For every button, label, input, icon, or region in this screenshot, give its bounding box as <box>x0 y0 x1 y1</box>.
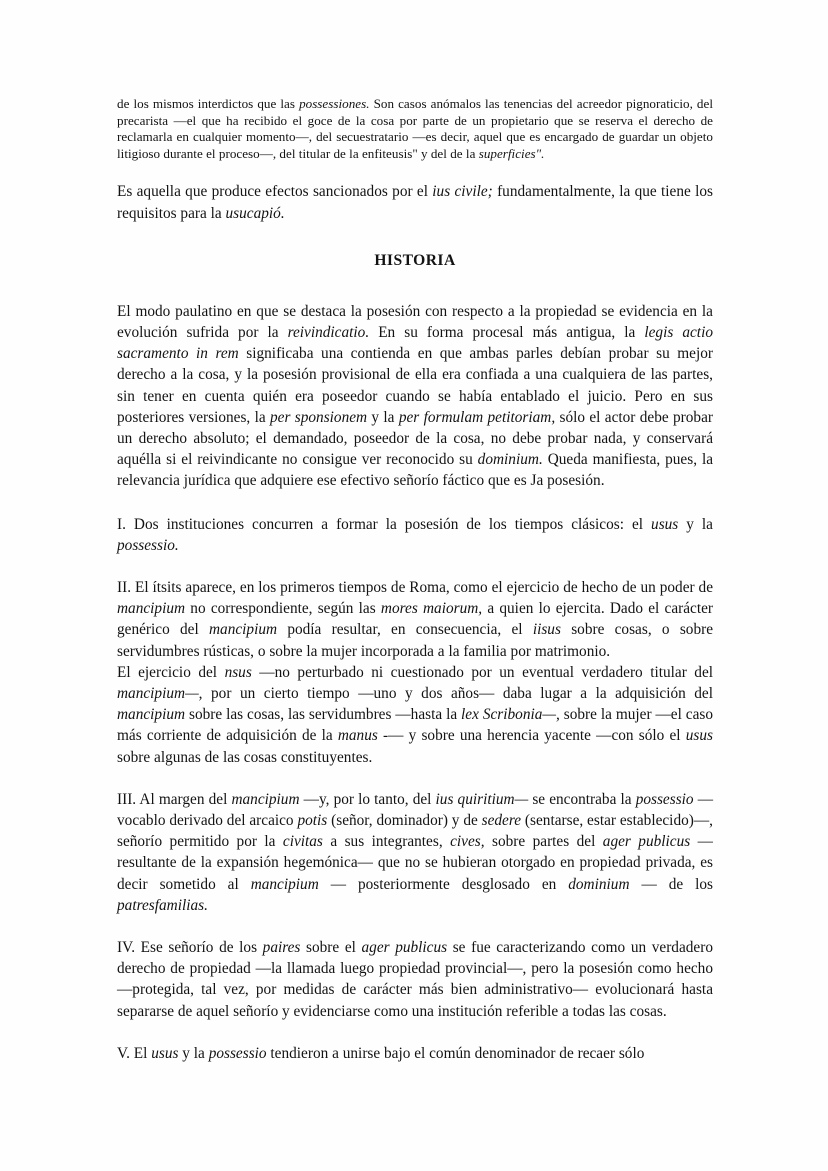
text-run: El ejercicio del <box>117 663 225 681</box>
text-run: —vocablo derivado del arcaico <box>117 790 713 830</box>
paragraph-ejercicio-nsus <box>117 662 713 768</box>
text-run: (sentarse, estar establecido)—, señorío permitido por la <box>117 812 713 851</box>
text-run: tendieron a unirse bajo el común denominador de recaer sólo <box>266 1044 645 1062</box>
paragraph-modo-paulatino <box>117 301 713 492</box>
latin-term: ius civile; <box>432 183 493 201</box>
latin-term: ius quiritium— <box>435 790 529 808</box>
latin-term: reivindicatio. <box>287 323 370 341</box>
text-run: no correspondiente, según las <box>185 600 381 618</box>
latin-term: mancipium <box>231 790 300 808</box>
latin-term: cives, <box>450 833 485 851</box>
text-run: sobre las cosas, las servidumbres —hasta la <box>185 706 462 724</box>
text-run: I. Dos instituciones concurren a formar la posesión de los tiempos clásicos: el <box>117 515 652 533</box>
text-run: a quien lo ejercita. Dado el carácter genérico del <box>117 600 713 639</box>
text-run: —y, por lo tanto, del <box>299 790 436 808</box>
latin-term: paires <box>262 939 301 957</box>
text-run: IV. Ese señorío de los <box>117 939 263 957</box>
paragraph-seccion-v <box>117 1043 713 1064</box>
text-run: a sus integrantes, <box>322 833 451 851</box>
text-run: sobre el <box>300 939 362 957</box>
text-run: El modo paulatino en que se destaca la posesión con respecto a la propiedad se evidencia en la evolución sufrida por la <box>117 302 713 341</box>
latin-term: usus <box>651 515 679 533</box>
latin-term: manus <box>337 727 378 745</box>
latin-term: mancipium <box>117 706 186 724</box>
latin-term: superficies". <box>478 145 545 161</box>
latin-term: possessio. <box>117 536 179 554</box>
latin-term: lex Scribonia—, <box>461 706 560 724</box>
document-text-column <box>117 96 713 1064</box>
text-run: — de los <box>629 875 713 893</box>
text-run: -— y sobre una herencia yacente —con sólo el <box>377 727 686 745</box>
latin-term: possessio <box>208 1044 267 1062</box>
text-run: Son casos anómalos las tenencias del acreedor pignoraticio, del precarista —el que ha recibido el goce de la cosa por parte de un propietario que se reserva el derecho de reclamarla en cualquier momento—, del secuestratario —es decir, aquel que es encargado de guardar un objeto litigioso durante el proceso—, del titular de la enfiteusis" y del de la <box>117 96 713 161</box>
paragraph-intro-tenencias <box>117 96 713 162</box>
latin-term: usucapió. <box>225 204 285 222</box>
latin-term: dominium <box>568 875 630 893</box>
latin-term: mancipium <box>208 621 278 639</box>
latin-term: usus <box>151 1044 179 1062</box>
text-run: fundamentalmente, la que tiene los requisitos para la <box>117 183 714 222</box>
text-run: y la <box>367 408 399 426</box>
latin-term: iisus <box>532 621 561 639</box>
text-run: Queda manifiesta, pues, la relevancia jurídica que adquiere ese efectivo señorío fáctico que es Ja posesión. <box>117 451 713 490</box>
text-run: sobre algunas de las cosas constituyentes. <box>117 748 373 766</box>
text-run: sólo el actor debe probar un derecho absoluto; el demandado, poseedor de la cosa, no debe probar nada, y conservará aquélla si el reivindicante no consigue ver reconocido su <box>117 408 713 469</box>
latin-term: mancipium <box>250 875 319 893</box>
latin-term: possessiones. <box>299 96 370 111</box>
text-run: y la <box>178 1044 209 1062</box>
text-run: —no perturbado ni cuestionado por un eventual verdadero titular del <box>251 663 714 681</box>
latin-term: possessio <box>635 790 694 808</box>
latin-term: mores maiorum, <box>380 600 483 618</box>
paragraph-seccion-iv <box>117 937 713 1022</box>
latin-term: per formulam petitoriam, <box>398 408 556 426</box>
text-run: V. El <box>117 1044 152 1062</box>
text-run: sobre cosas, o sobre servidumbres rústicas, o sobre la mujer incorporada a la familia por matrimonio. <box>117 621 714 660</box>
text-run: II. El ítsits aparece, en los primeros tiempos de Roma, como el ejercicio de hecho de un poder de <box>117 579 713 597</box>
text-run: —resultante de la expansión hegemónica— que no se hubieran otorgado en propiedad privada, es decir sometido al <box>117 833 713 893</box>
text-run: En su forma procesal más antigua, la <box>369 323 645 341</box>
paragraph-seccion-ii <box>117 577 713 662</box>
latin-term: ager publicus <box>602 833 691 851</box>
page-heading-historia: HISTORIA <box>374 251 456 269</box>
text-run: sobre la mujer —el caso más corriente de adquisición de la <box>117 706 713 745</box>
paragraph-seccion-i <box>117 514 713 556</box>
latin-term: dominium. <box>477 451 543 469</box>
latin-term: per sponsionem <box>270 408 368 426</box>
latin-term: sedere <box>481 812 522 830</box>
latin-term: potis <box>297 812 328 830</box>
text-run: III. Al margen del <box>117 790 232 808</box>
latin-term: usus <box>685 727 713 745</box>
text-run: por un cierto tiempo —uno y dos años— daba lugar a la adquisición del <box>202 685 713 703</box>
latin-term: mancipium <box>117 600 186 618</box>
text-run: — posteriormente desglosado en <box>318 875 569 893</box>
text-run: de los mismos interdictos que las <box>117 96 300 111</box>
text-run: significaba una contienda en que ambas parles debían probar su mejor derecho a la cosa, y la posesión provisional de ella era confiada a una cualquiera de las partes, sin tener en cuenta quién era poseedor cuando se había entablado el juicio. Pero en sus posteriores versiones, la <box>117 345 713 426</box>
text-run: podía resultar, en consecuencia, el <box>277 621 533 639</box>
paragraph-seccion-iii <box>117 789 713 916</box>
latin-term: ager publicus <box>361 939 448 957</box>
latin-term: mancipium—, <box>117 685 203 703</box>
text-run: (señor, dominador) y de <box>327 812 482 830</box>
latin-term: civitas <box>282 833 323 851</box>
latin-term: legis actio sacramento in rem <box>117 323 713 363</box>
latin-term: patresfamilias. <box>117 896 208 914</box>
text-run: y la <box>678 515 713 533</box>
section-heading-wrapper <box>117 252 713 270</box>
paragraph-es-aquella <box>117 181 713 223</box>
text-run: Es aquella que produce efectos sancionados por el <box>117 183 433 201</box>
text-run: se encontraba la <box>528 790 636 808</box>
text-run: se fue caracterizando como un verdadero derecho de propiedad —la llamada luego propiedad provincial—, pero la posesión como hecho —protegida, tal vez, por medidas de carácter más bien administrativo— evolucionará hasta separarse de aquel señorío y evidenciarse como una institución referible a todas las cosas. <box>117 939 713 1020</box>
text-run: sobre partes del <box>484 833 603 851</box>
latin-term: nsus <box>224 663 252 681</box>
